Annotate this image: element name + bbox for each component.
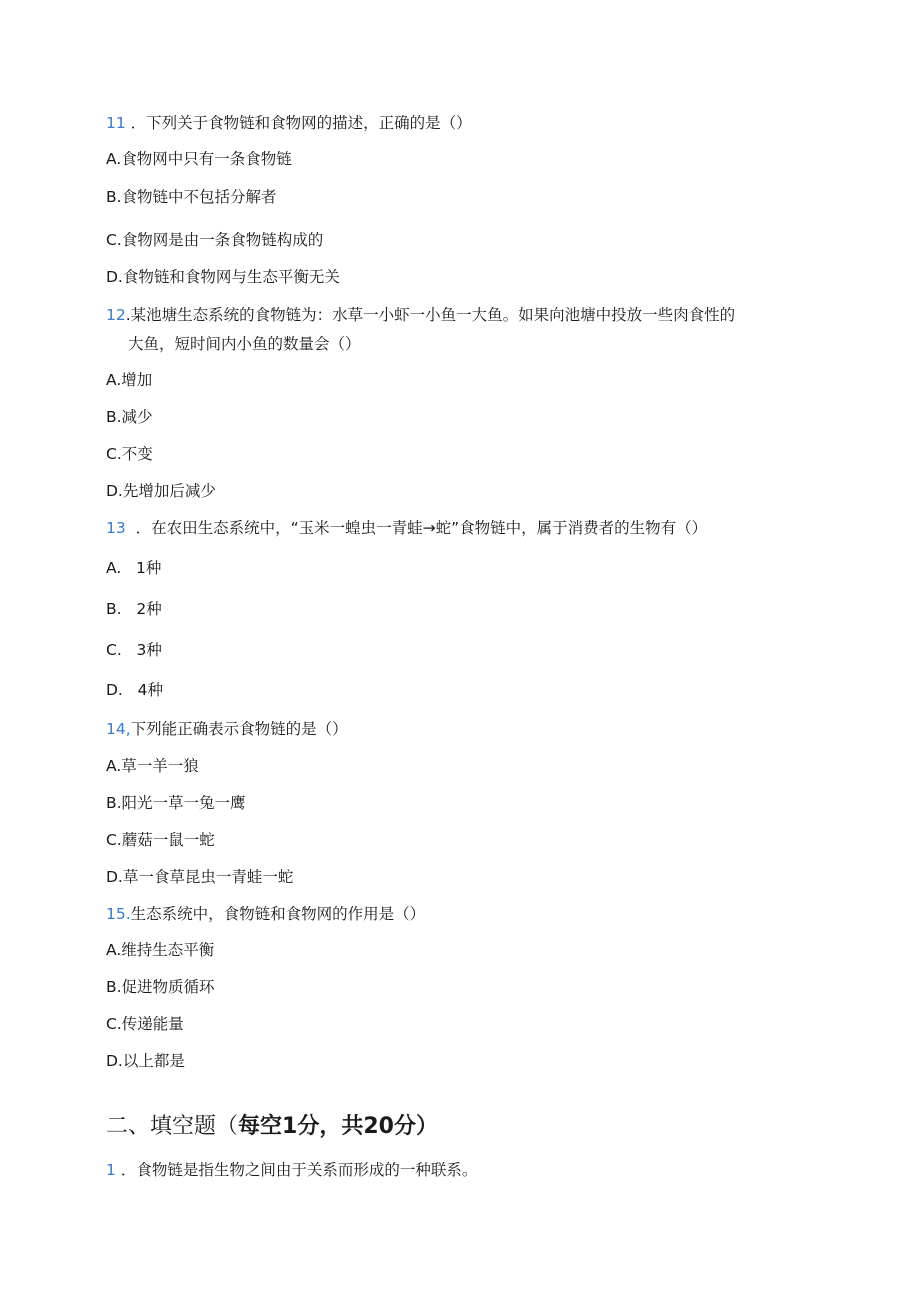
section-heading <box>106 1112 438 1142</box>
option-14-b: B.阳光一草一兔一鹰 <box>106 794 246 812</box>
option-15-d: D.以上都是 <box>106 1052 185 1070</box>
question-number: 15. <box>106 905 131 923</box>
option-11-d: D.食物链和食物网与生态平衡无关 <box>106 268 340 286</box>
question-number: 13 <box>106 519 126 537</box>
option-12-d: D.先增加后减少 <box>106 482 216 500</box>
option-11-a: A.食物网中只有一条食物链 <box>106 150 292 168</box>
option-13-c: C. 3种 <box>106 641 162 659</box>
option-13-d: D. 4种 <box>106 681 164 699</box>
option-12-b: B.减少 <box>106 408 153 426</box>
question-14 <box>106 718 348 740</box>
question-number: 1 <box>106 1161 116 1179</box>
option-11-c: C.食物网是由一条食物链构成的 <box>106 231 324 249</box>
option-14-d: D.草一食草昆虫一青蛙一蛇 <box>106 868 294 886</box>
option-15-c: C.传递能量 <box>106 1015 184 1033</box>
question-12-continuation: 大鱼，短时间内小鱼的数量会（） <box>128 335 361 353</box>
question-15 <box>106 903 425 925</box>
question-stem: ．在农田生态系统中，“玉米一蝗虫一青蛙→蛇”食物链中，属于消费者的生物有（） <box>135 519 708 537</box>
option-12-a: A.增加 <box>106 371 153 389</box>
option-15-b: B.促进物质循环 <box>106 978 215 996</box>
question-stem: 生态系统中，食物链和食物网的作用是（） <box>130 905 426 923</box>
option-13-a: A. 1种 <box>106 559 162 577</box>
option-14-a: A.草一羊一狼 <box>106 757 199 775</box>
option-15-a: A.维持生态平衡 <box>106 941 215 959</box>
question-number: 11 <box>106 114 126 132</box>
question-number: 12 <box>106 306 126 324</box>
question-stem: ．食物链是指生物之间由于关系而形成的一种联系。 <box>120 1161 478 1179</box>
question-stem: 下列能正确表示食物链的是（） <box>130 720 348 738</box>
option-13-b: B. 2种 <box>106 600 162 618</box>
question-number: 14, <box>106 720 131 738</box>
option-11-b: B.食物链中不包括分解者 <box>106 188 277 206</box>
option-14-c: C.蘑菇一鼠一蛇 <box>106 831 215 849</box>
section-title: 每空1分，共20分） <box>238 1114 438 1139</box>
question-stem: ．下列关于食物链和食物网的描述，正确的是（） <box>130 114 472 132</box>
question-stem: .某池塘生态系统的食物链为：水草一小虾一小鱼一大鱼。如果向池塘中投放一些肉食性的 <box>125 306 736 324</box>
fill-question-1 <box>106 1159 477 1181</box>
option-12-c: C.不变 <box>106 445 153 463</box>
question-12 <box>106 304 735 326</box>
section-prefix: 二、填空题（ <box>106 1114 239 1139</box>
question-13 <box>106 517 707 539</box>
question-11 <box>106 112 472 134</box>
